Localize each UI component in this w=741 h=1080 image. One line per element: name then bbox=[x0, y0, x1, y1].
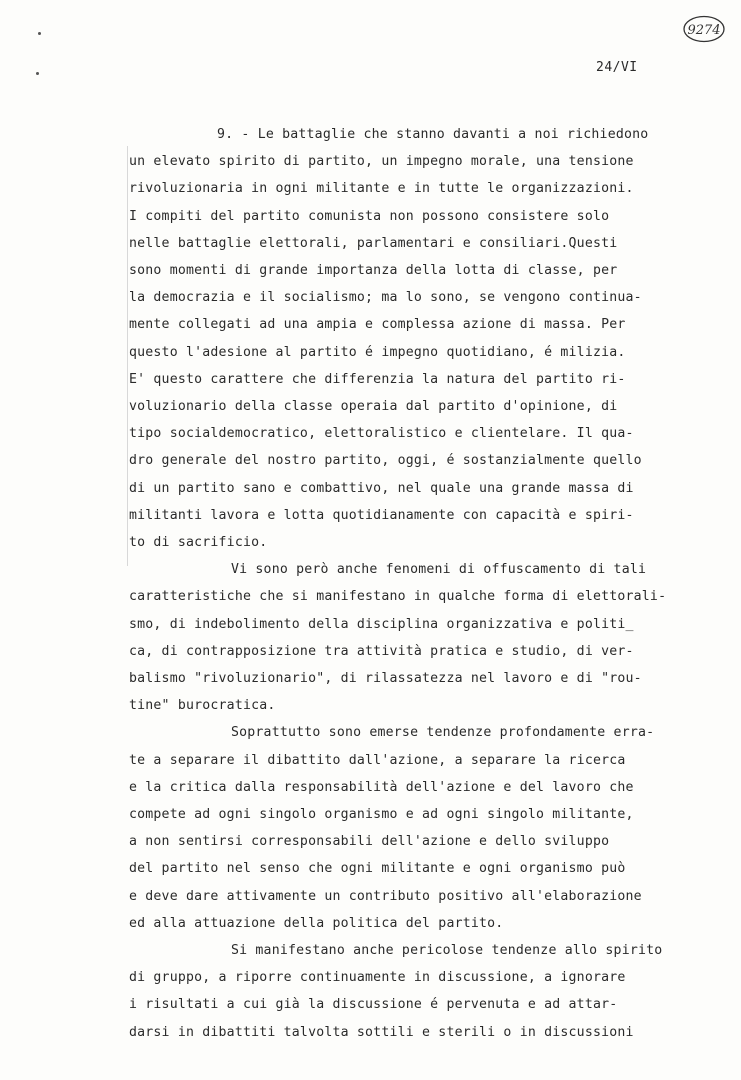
text-line: di gruppo, a riporre continuamente in discussione, a ignorare bbox=[129, 970, 626, 986]
punch-mark bbox=[36, 72, 39, 75]
text-line: balismo "rivoluzionario", di rilassatezza nel lavoro e di "rou- bbox=[129, 671, 642, 686]
text-line: del partito nel senso che ogni militante e ogni organismo può bbox=[129, 861, 626, 877]
svg-text:9274: 9274 bbox=[687, 23, 721, 38]
text-line: un elevato spirito di partito, un impegno morale, una tensione bbox=[129, 154, 634, 170]
text-line: e la critica dalla responsabilità dell'azione e del lavoro che bbox=[129, 779, 634, 795]
punch-mark bbox=[38, 32, 41, 35]
page-number: 24/VI bbox=[596, 60, 638, 75]
text-line: la democrazia e il socialismo; ma lo sono, se vengono continua- bbox=[129, 290, 642, 306]
text-line: I compiti del partito comunista non possono consistere solo bbox=[129, 208, 610, 224]
text-line: te a separare il dibattito dall'azione, a separare la ricerca bbox=[129, 752, 626, 768]
text-line: compete ad ogni singolo organismo e ad ogni singolo militante, bbox=[129, 807, 634, 822]
text-line: dro generale del nostro partito, oggi, é sostanzialmente quello bbox=[129, 453, 642, 469]
text-line: i risultati a cui già la discussione é pervenuta e ad attar- bbox=[129, 997, 618, 1013]
text-line: voluzionario della classe operaia dal partito d'opinione, di bbox=[129, 399, 618, 414]
text-line: to di sacrificio. bbox=[129, 535, 268, 550]
text-line: sono momenti di grande importanza della lotta di classe, per bbox=[129, 263, 618, 278]
text-line: questo l'adesione al partito é impegno quotidiano, é milizia. bbox=[129, 344, 626, 360]
text-line: darsi in dibattiti talvolta sottili e sterili o in discussioni bbox=[129, 1024, 634, 1040]
text-line: a non sentirsi corresponsabili dell'azione e dello sviluppo bbox=[129, 834, 610, 850]
text-line: smo, di indebolimento della disciplina organizzativa e politi_ bbox=[129, 616, 634, 632]
text-line: ed alla attuazione della politica del partito. bbox=[129, 915, 504, 931]
text-line: ca, di contrapposizione tra attività pratica e studio, di ver- bbox=[129, 643, 634, 659]
text-line: caratteristiche che si manifestano in qualche forma di elettorali- bbox=[129, 589, 667, 605]
text-line: tine" burocratica. bbox=[129, 698, 276, 714]
archive-stamp-icon bbox=[682, 14, 726, 44]
text-line: Vi sono però anche fenomeni di offuscamento di tali bbox=[231, 562, 647, 578]
text-line: nelle battaglie elettorali, parlamentari e consiliari.Questi bbox=[129, 235, 618, 251]
text-line: mente collegati ad una ampia e complessa azione di massa. Per bbox=[129, 317, 626, 333]
text-line: rivoluzionaria in ogni militante e in tutte le organizzazioni. bbox=[129, 181, 634, 197]
text-line: 9. - Le battaglie che stanno davanti a noi richiedono bbox=[217, 127, 649, 142]
text-line: e deve dare attivamente un contributo positivo all'elaborazione bbox=[129, 888, 642, 904]
text-line: tipo socialdemocratico, elettoralistico e clientelare. Il qua- bbox=[129, 426, 634, 442]
text-line: Soprattutto sono emerse tendenze profondamente erra- bbox=[231, 725, 655, 741]
text-line: di un partito sano e combattivo, nel quale una grande massa di bbox=[129, 480, 634, 496]
text-line: Si manifestano anche pericolose tendenze allo spirito bbox=[231, 943, 663, 958]
text-line: E' questo carattere che differenzia la natura del partito ri- bbox=[129, 371, 626, 387]
text-line: militanti lavora e lotta quotidianamente con capacità e spiri- bbox=[129, 507, 634, 523]
margin-shadow bbox=[127, 146, 128, 566]
